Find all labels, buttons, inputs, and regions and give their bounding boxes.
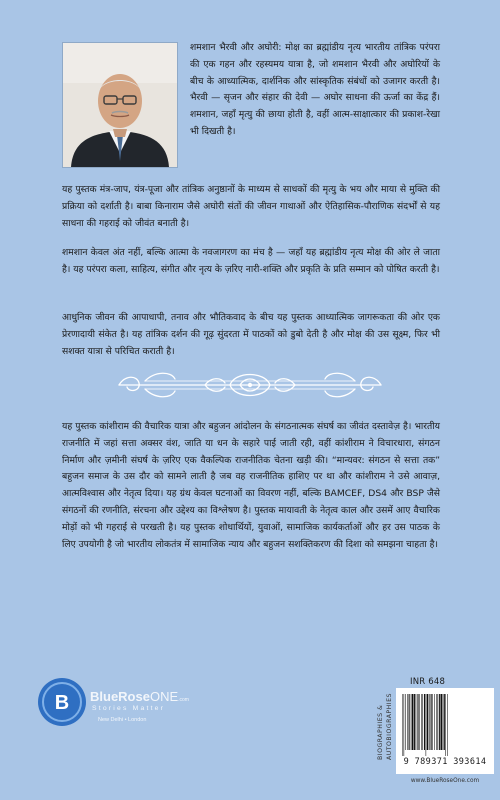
barcode-bar: [416, 694, 417, 750]
publisher-cities: New Delhi • London: [98, 717, 147, 723]
barcode-bar: [407, 694, 408, 750]
logo-letter: B: [54, 692, 70, 714]
barcode-bar: [440, 694, 442, 750]
barcode-bar: [437, 694, 438, 750]
author-intro-text: शमशान भैरवी और अघोरी: मोक्ष का ब्रह्मांडीय नृत्य भारतीय तांत्रिक परंपरा की एक गहन और रहस्यमय यात्रा है, जो शमशान भैरवी और अघोरियों के बीच के आध्यात्मिक, दार्शनिक और सांस्कृतिक संबंधों को उजागर करती है। भैरवी — सृजन और संहार की देवी — अघोर साधना की ऊर्जा का केंद्र हैं। शमशान, जहाँ मृत्यु की छाया होती है, वहीं आत्म-साक्षात्कार की प्रकाश-रेखा भी दिखती है।: [190, 42, 440, 137]
barcode-bar: [439, 694, 440, 750]
barcode-icon: [401, 694, 489, 756]
description-paragraph-4: यह पुस्तक कांशीराम की वैचारिक यात्रा और बहुजन आंदोलन के संगठनात्मक संघर्ष का जीवंत दस्तावेज़ है। भारतीय राजनीति में जहां सत्ता अक्सर वंश, जाति या धन के सहारे पाई जाती रही, वहीं कांशीराम ने विचारधारा, संगठन निर्माण और ज़मीनी संघर्ष के ज़रिए एक वैकल्पिक राजनीतिक चेतना खड़ी की। “मान्यवर: संगठन से सत्ता तक” बहुजन समाज के उस दौर को सामने लाती है जब वह राजनीतिक हाशिए पर था और कांशीराम ने उसे आवाज़, आत्मविश्वास और नेतृत्व दिया। यह ग्रंथ केवल घटनाओं का विवरण नहीं, बल्कि BAMCEF, DS4 और BSP जैसे संगठनों की रणनीति, संरचना और उद्देश्य का विश्लेषण है। पुस्तक मायावती के नेतृत्व काल और उसमें आए वैचारिक मोड़ों को भी गहराई से परखती है। यह पुस्तक शोधार्थियों, युवाओं, सामाजिक कार्यकर्ताओं और हर उस पाठक के लिए उपयोगी है जो भारतीय लोकतंत्र में सामाजिक न्याय और बहुजन सशक्तिकरण की दिशा को समझना चाहता है।: [62, 421, 440, 550]
author-photo: [62, 42, 178, 168]
description-paragraph-1: यह पुस्तक मंत्र-जाप, यंत्र-पूजा और तांत्रिक अनुष्ठानों के माध्यम से साधकों की मृत्यु के भय और माया से मुक्ति की प्रक्रिया को दर्शाती है। बाबा किनाराम जैसे अघोरी संतों की जीवन गाथाओं और ऐतिहासिक-पौराणिक संदर्भों से यह साधना की गहराई को जीवंत बनाती है।: [62, 184, 440, 229]
barcode-bar: [434, 694, 435, 750]
genre-line-1: BIOGRAPHIES &: [377, 704, 384, 760]
barcode-bar: [421, 694, 422, 750]
description-paragraph-2: शमशान केवल अंत नहीं, बल्कि आत्मा के नवजागरण का मंच है — जहाँ यह ब्रह्मांडीय नृत्य मोक्ष की ओर ले जाता है। यह परंपरा कला, साहित्य, संगीत और नृत्य के ज़रिए नारी-शक्ति और प्रकृति के प्रति सम्मान को पोषित करती है।: [62, 247, 440, 275]
price-label: INR 648: [410, 677, 446, 687]
decorative-divider: [115, 365, 385, 405]
author-portrait-image: [63, 43, 177, 167]
barcode-bar: [436, 694, 437, 750]
barcode-bar: [411, 694, 412, 750]
isbn-number: 9 789371 393614: [403, 757, 487, 767]
barcode-bar: [422, 694, 423, 750]
barcode-bar: [431, 694, 432, 750]
publisher-logo: [36, 676, 196, 728]
bluerose-logo-icon: [36, 676, 88, 728]
publisher-name: [90, 689, 189, 704]
barcode-bar: [426, 694, 427, 756]
barcode-bar: [405, 694, 406, 750]
barcode-bar: [409, 694, 410, 750]
publisher-name-suffix: .com: [178, 697, 189, 703]
isbn-barcode: [396, 688, 494, 774]
barcode-bar: [432, 694, 433, 750]
barcode-bar: [445, 694, 446, 756]
publisher-name-light: ONE: [149, 689, 179, 704]
barcode-bar: [418, 694, 419, 750]
ornament-flourish-icon: [115, 365, 385, 405]
publisher-name-bold: BlueRose: [90, 689, 150, 704]
publisher-website: www.BlueRoseOne.com: [410, 778, 480, 784]
barcode-bar: [447, 694, 448, 756]
barcode-bar: [404, 694, 405, 756]
publisher-tagline: Stories Matter: [92, 705, 166, 712]
barcode-bar: [414, 694, 415, 750]
barcode-bar: [444, 694, 445, 750]
barcode-bar: [403, 694, 404, 756]
barcode-bar: [417, 694, 418, 750]
barcode-bar: [429, 694, 430, 750]
barcode-bar: [424, 694, 425, 750]
genre-line-2: AUTOBIOGRAPHIES: [386, 693, 393, 760]
barcode-bar: [443, 694, 444, 750]
description-paragraph-3: आधुनिक जीवन की आपाधापी, तनाव और भौतिकवाद के बीच यह पुस्तक आध्यात्मिक जागरूकता की ओर एक प्रेरणादायी संकेत है। यह तांत्रिक दर्शन की गूढ़ सुंदरता में पाठकों को डुबो देती है और मोक्ष की उस सूक्ष्म, फिर भी सशक्त यात्रा से परिचित कराती है।: [62, 312, 440, 357]
barcode-bar: [427, 694, 429, 750]
barcode-bar: [412, 694, 414, 750]
